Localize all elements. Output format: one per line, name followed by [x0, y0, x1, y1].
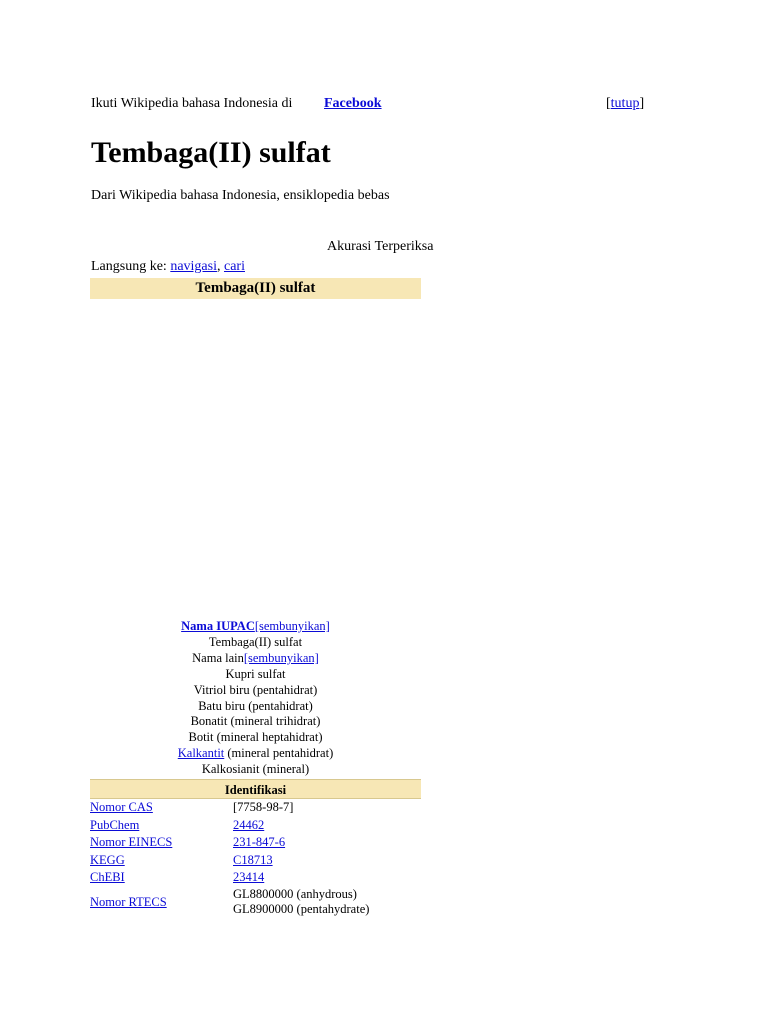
facebook-notice [91, 96, 651, 116]
pubchem-value-link[interactable]: 24462 [233, 817, 265, 832]
chebi-link[interactable]: ChEBI [90, 870, 125, 885]
chebi-value-link[interactable]: 23414 [233, 870, 265, 884]
page-title: Tembaga(II) sulfat [91, 136, 331, 169]
rtecs-value-pentahydrate: GL8900000 (pentahydrate) [233, 902, 370, 916]
jump-prefix: Langsung ke: [91, 259, 171, 274]
iupac-name-value: Tembaga(II) sulfat [208, 634, 303, 649]
table-row [90, 834, 421, 852]
accuracy-badge: Akurasi Terperiksa [327, 239, 434, 254]
page-subtitle: Dari Wikipedia bahasa Indonesia, ensiklopedia bebas [91, 188, 390, 203]
other-name: Batu biru (pentahidrat) [198, 698, 313, 713]
other-name: Botit (mineral heptahidrat) [188, 730, 323, 745]
other-name-kalkantit [90, 746, 421, 762]
identification-table [90, 799, 421, 918]
facebook-link[interactable]: Facebook [324, 96, 382, 111]
iupac-name-link[interactable]: Nama IUPAC [181, 619, 255, 633]
cas-number-link[interactable]: Nomor CAS [90, 800, 153, 815]
hide-other-names-toggle[interactable]: [sembunyikan] [243, 650, 319, 665]
kalkantit-link[interactable]: Kalkantit [177, 746, 225, 761]
jump-search-link[interactable]: cari [223, 259, 245, 274]
other-name: Vitriol biru (pentahidrat) [193, 682, 318, 697]
kalkantit-desc: (mineral pentahidrat) [224, 746, 334, 761]
rtecs-link[interactable]: Nomor RTECS [90, 894, 167, 909]
hide-iupac-toggle[interactable]: [sembunyikan] [254, 619, 330, 633]
close-bracket-open: [ [606, 96, 611, 111]
pubchem-link[interactable]: PubChem [90, 817, 140, 832]
infobox-title: Tembaga(II) sulfat [90, 278, 421, 299]
table-row [90, 869, 421, 887]
close-notice-link[interactable]: tutup [610, 96, 640, 111]
infobox-image-placeholder [90, 300, 421, 615]
kegg-link[interactable]: KEGG [90, 852, 125, 867]
other-names-header [90, 651, 421, 667]
table-row [90, 817, 421, 835]
other-name: Kalkosianit (mineral) [201, 762, 310, 777]
close-notice [606, 96, 644, 112]
infobox-names [90, 619, 421, 778]
einecs-value-link[interactable]: 231-847-6 [233, 835, 286, 849]
notice-text: Ikuti Wikipedia bahasa Indonesia di [91, 96, 293, 111]
table-row [90, 799, 421, 817]
close-bracket-close: ] [639, 96, 645, 111]
cas-number-value: [7758-98-7] [233, 800, 294, 814]
jump-links [91, 259, 245, 275]
einecs-link[interactable]: Nomor EINECS [90, 835, 173, 850]
other-name: Kupri sulfat [225, 666, 286, 681]
kegg-value-link[interactable]: C18713 [233, 852, 273, 867]
identification-header: Identifikasi [90, 779, 421, 799]
table-row [90, 852, 421, 870]
iupac-name-header [90, 619, 421, 635]
jump-navigation-link[interactable]: navigasi [170, 259, 217, 274]
table-row [90, 887, 421, 918]
other-name: Bonatit (mineral trihidrat) [190, 714, 321, 729]
other-names-label: Nama lain [192, 650, 244, 665]
jump-separator: , [216, 259, 224, 274]
rtecs-value-anhydrous: GL8800000 (anhydrous) [233, 886, 357, 901]
